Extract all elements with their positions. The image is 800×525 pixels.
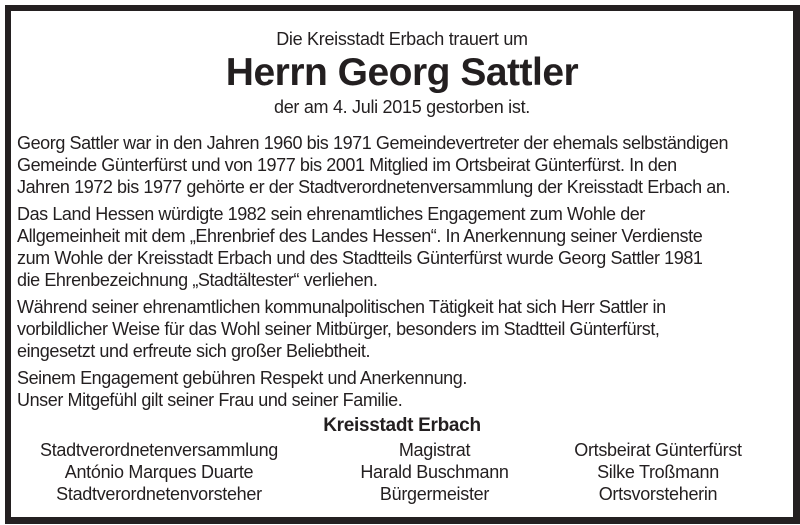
body-line: Das Land Hessen würdigte 1982 sein ehrenamtliches Engagement zum Wohle der (17, 204, 645, 224)
body-line: zum Wohle der Kreisstadt Erbach und des Stadtteils Günterfürst wurde Georg Sattler 1981 (17, 248, 703, 268)
paragraph-service (17, 296, 787, 362)
body-line: Seinem Engagement gebühren Respekt und Anerkennung. (17, 368, 467, 388)
signature-person-role: Ortsvorsteherin (598, 484, 718, 504)
signature-column-ortsbeirat (562, 439, 754, 505)
signature-person-role: Bürgermeister (379, 484, 490, 504)
body-line: Während seiner ehrenamtlichen kommunalpolitischen Tätigkeit hat sich Herr Sattler in (17, 297, 666, 317)
signature-person-name: António Marques Duarte (64, 462, 254, 482)
body-line: Gemeinde Günterfürst und von 1977 bis 2001 Mitglied im Ortsbeirat Günterfürst. In den (17, 155, 677, 175)
death-date-line: der am 4. Juli 2015 gestorben ist. (274, 97, 530, 117)
body-line: vorbildlicher Weise für das Wohl seiner Mitbürger, besonders im Stadtteil Günterfürst, (17, 319, 660, 339)
signature-org: Kreisstadt Erbach (323, 415, 481, 436)
paragraph-condolence (17, 367, 787, 411)
signature-block (11, 415, 793, 505)
paragraph-biography (17, 132, 787, 198)
intro-line: Die Kreisstadt Erbach trauert um (276, 29, 528, 49)
signature-column-stadtverordnetenversammlung (11, 439, 307, 505)
signature-group: Ortsbeirat Günterfürst (574, 440, 742, 460)
signature-columns (11, 439, 793, 505)
signature-person-name: Harald Buschmann (360, 462, 509, 482)
body-line: Allgemeinheit mit dem „Ehrenbrief des Landes Hessen“. In Anerkennung seiner Verdienste (17, 226, 703, 246)
signature-group: Stadtverordnetenversammlung (39, 440, 279, 460)
paragraph-honors (17, 203, 787, 291)
body-line: Georg Sattler war in den Jahren 1960 bis 1971 Gemeindevertreter der ehemals selbständigen (17, 133, 729, 153)
body-line: Jahren 1972 bis 1977 gehörte er der Stadtverordnetenversammlung der Kreisstadt Erbach an. (17, 177, 731, 197)
body-line: die Ehrenbezeichnung „Stadtältester“ verliehen. (17, 270, 378, 290)
notice-frame (5, 5, 800, 524)
signature-person-name: Silke Troßmann (597, 462, 719, 482)
notice-body (11, 118, 793, 411)
body-line: eingesetzt und erfreute sich großer Beliebtheit. (17, 341, 371, 361)
signature-person-role: Stadtverordnetenvorsteher (56, 484, 262, 504)
notice-header (11, 11, 793, 118)
deceased-name: Herrn Georg Sattler (225, 51, 579, 94)
signature-group: Magistrat (398, 440, 471, 460)
body-line: Unser Mitgefühl gilt seiner Frau und seiner Familie. (17, 390, 403, 410)
signature-column-magistrat (307, 439, 562, 505)
